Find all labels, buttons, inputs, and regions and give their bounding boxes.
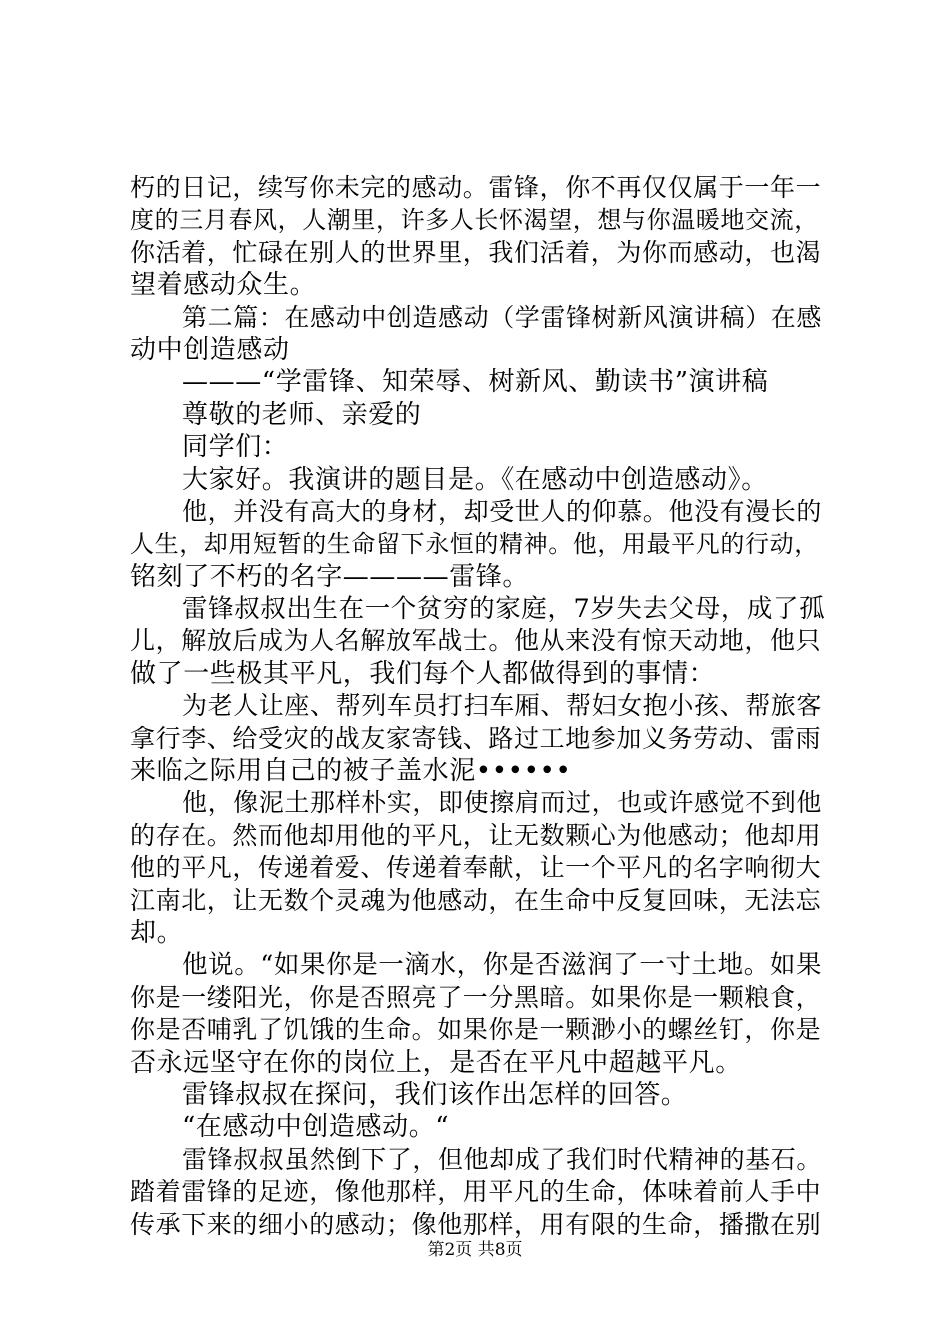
text-line: 你是否哺乳了饥饿的生命。如果你是一颗渺小的螺丝钉，你是 [130, 1015, 822, 1045]
text-line: 他说。“如果你是一滴水，你是否滋润了一寸土地。如果 [182, 950, 823, 981]
text-line: 他，并没有高大的身材，却受世人的仰慕。他没有漫长的 [182, 496, 823, 526]
text-line: ———“学雷锋、知荣辱、树新风、勤读书”演讲稿 [182, 367, 769, 398]
text-line: “在感动中创造感动。“ [182, 1112, 450, 1143]
text-line: 朽的日记，续写你未完的感动。雷锋，你不再仅仅属于一年一 [130, 173, 822, 202]
text-line: 拿行李、给受灾的战友家寄钱、路过工地参加义务劳动、雷雨 [130, 723, 822, 753]
text-line: 江南北，让无数个灵魂为他感动，在生命中反复回味，无法忘 [130, 885, 822, 915]
text-line: 他的平凡，传递着爱、传递着奉献，让一个平凡的名字响彻大 [130, 853, 822, 883]
document-body [130, 172, 830, 1241]
text-line: 你是一缕阳光，你是否照亮了一分黑暗。如果你是一颗粮食， [130, 982, 822, 1012]
text-line: 大家好。我演讲的题目是。《在感动中创造感动》。 [182, 464, 768, 495]
page-footer: 第2页 共8页 [427, 1240, 523, 1260]
text-line: 雷锋叔叔虽然倒下了，但他却成了我们时代精神的基石。 [182, 1144, 823, 1174]
text-line: 做了一些极其平凡，我们每个人都做得到的事情： [130, 658, 716, 689]
text-line: 同学们： [182, 432, 289, 463]
text-line: 尊敬的老师、亲爱的 [182, 399, 422, 430]
text-line: 度的三月春风，人潮里，许多人长怀渴望，想与你温暖地交流， [130, 206, 819, 235]
text-line: 否永远坚守在你的岗位上，是否在平凡中超越平凡。 [130, 1047, 742, 1078]
text-line: 动中创造感动 [130, 334, 290, 365]
text-line: 传承下来的细小的感动；像他那样，用有限的生命，播撒在别 [130, 1209, 822, 1239]
text-line: 第二篇：在感动中创造感动（学雷锋树新风演讲稿）在感 [182, 302, 823, 332]
text-line: 儿，解放后成为人名解放军战士。他从来没有惊天动地，他只 [130, 626, 822, 656]
text-line: 他，像泥土那样朴实，即使擦肩而过，也或许感觉不到他 [182, 788, 823, 818]
text-line: 的存在。然而他却用他的平凡，让无数颗心为他感动；他却用 [130, 820, 822, 850]
text-line: 你活着，忙碌在别人的世界里，我们活着，为你而感动，也渴 [130, 237, 822, 267]
text-line: 人生，却用短暂的生命留下永恒的精神。他，用最平凡的行动， [130, 530, 819, 559]
text-line: 踏着雷锋的足迹，像他那样，用平凡的生命，体味着前人手中 [130, 1177, 822, 1207]
text-line: 铭刻了不朽的名字————雷锋。 [130, 561, 530, 592]
text-line: 望着感动众生。 [130, 270, 317, 301]
text-line: 为老人让座、帮列车员打扫车厢、帮妇女抱小孩、帮旅客 [182, 691, 823, 721]
text-line: 却。 [130, 917, 184, 948]
text-line: 雷锋叔叔在探问，我们该作出怎样的回答。 [182, 1079, 688, 1110]
text-line: 雷锋叔叔出生在一个贫穷的家庭，7岁失去父母，成了孤 [182, 594, 826, 625]
text-line: 来临之际用自己的被子盖水泥•••••• [130, 756, 572, 787]
